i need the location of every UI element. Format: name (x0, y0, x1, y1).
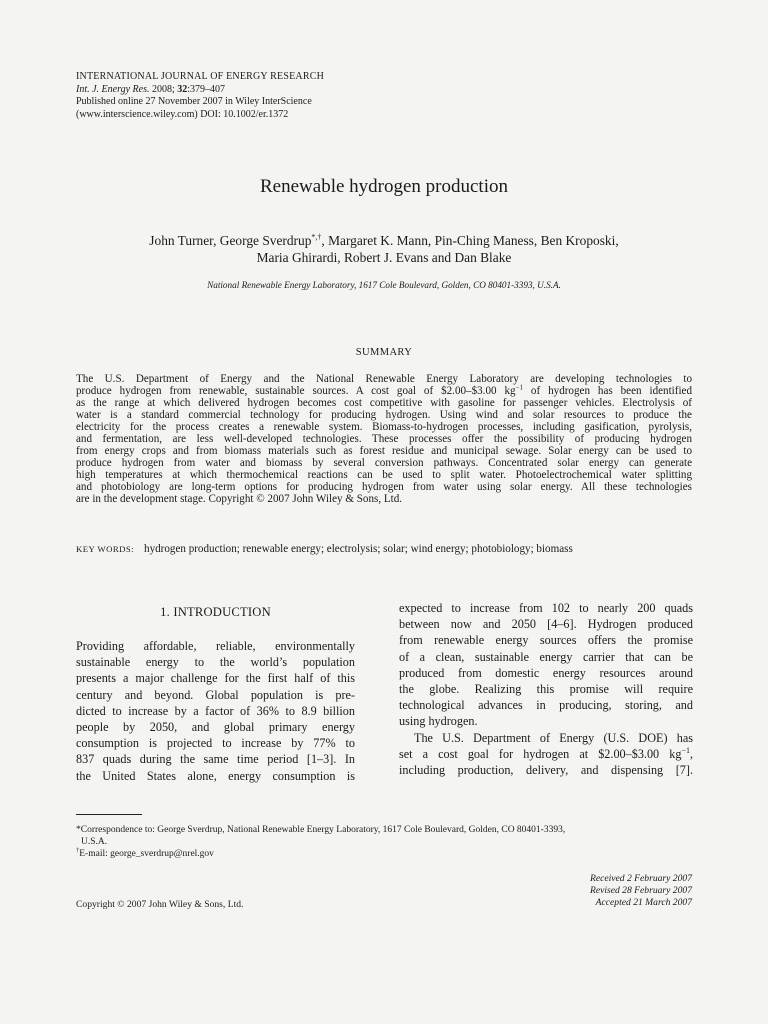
journal-name: INTERNATIONAL JOURNAL OF ENERGY RESEARCH (76, 71, 324, 82)
summary-line: are in the development stage. Copyright © 2007 John Wiley & Sons, Ltd. (76, 493, 403, 506)
key-words (76, 543, 573, 555)
unit-sup: −1 (681, 745, 690, 755)
body-line: between now and 2050 [4–6]. Hydrogen produced (399, 617, 693, 632)
key-words-label: KEY WORDS: (76, 544, 135, 554)
footnotes (76, 824, 692, 860)
body-line: technological advances in producing, storing, and (399, 698, 693, 713)
authors-part-a: John Turner, George Sverdrup (149, 233, 312, 248)
body-line: The U.S. Department of Energy (U.S. DOE) has (414, 730, 693, 745)
journal-citation (76, 84, 324, 97)
footnote-rule (76, 814, 142, 815)
body-line: century and beyond. Global population is pre- (76, 687, 355, 702)
date-accepted: Accepted 21 March 2007 (595, 897, 692, 909)
body-line: from renewable energy sources offers the promise (399, 633, 693, 648)
journal-abbrev: Int. J. Energy Res. (76, 83, 150, 95)
body-line: including production, delivery, and dispensing [7]. (399, 762, 693, 777)
corresponding-marker: *,† (311, 232, 322, 242)
footnote-email-text: E-mail: george_sverdrup@nrel.gov (79, 849, 214, 859)
authors-part-b: , Margaret K. Mann, Pin-Ching Maness, Ben Kroposki, (321, 233, 619, 248)
body-line: dicted to increase by a factor of 36% to 8.9 billion (76, 703, 355, 718)
body-line: the globe. Realizing this promise will require (399, 681, 693, 696)
journal-pages: :379–407 (187, 83, 226, 95)
summary-line (76, 385, 692, 397)
author-line-2: Maria Ghirardi, Robert J. Evans and Dan Blake (256, 250, 512, 265)
paper-title: Renewable hydrogen production (260, 176, 508, 197)
body-line-text: set a cost goal for hydrogen at $2.00–$3.00 kg (399, 746, 682, 761)
journal-published: Published online 27 November 2007 in Wiley InterScience (76, 96, 312, 107)
footnote-correspondence-cont: U.S.A. (81, 837, 108, 847)
article-dates (590, 873, 692, 910)
dagger-marker: † (76, 846, 80, 854)
summary-unit-sup: −1 (515, 383, 524, 392)
body-line: of a clean, sustainable energy carrier that can be (399, 649, 693, 664)
summary-line: water is a standard commercial technology for producing hydrogen. Using wind and solar resources to produce the (76, 409, 692, 422)
section-heading-introduction: 1. INTRODUCTION (160, 605, 271, 619)
summary-line-2-text: produce hydrogen from renewable, sustainable sources. A cost goal of $2.00–$3.00 kg (76, 385, 516, 398)
body-line: Providing affordable, reliable, environmentally (76, 639, 355, 653)
body-column-right (399, 600, 693, 778)
body-line: sustainable energy to the world’s population (76, 655, 355, 670)
summary-line: The U.S. Department of Energy and the National Renewable Energy Laboratory are developing technologies to (76, 373, 692, 385)
journal-year: 2008; (149, 83, 178, 95)
journal-volume: 32 (177, 83, 188, 95)
body-line: people by 2050, and global primary energy (76, 719, 355, 734)
summary-abstract (76, 373, 692, 506)
summary-line: and photobiology are long-term options for producing hydrogen from water using solar energy. All these technologies (76, 481, 692, 494)
body-line: produced from domestic energy resources around (399, 665, 693, 680)
date-received: Received 2 February 2007 (589, 873, 692, 884)
body-line: using hydrogen. (399, 714, 478, 729)
copyright-notice: Copyright © 2007 John Wiley & Sons, Ltd. (76, 899, 244, 910)
author-list (60, 232, 708, 266)
journal-header (76, 71, 324, 121)
summary-heading: SUMMARY (355, 347, 413, 358)
key-words-text: hydrogen production; renewable energy; electrolysis; solar; wind energy; photobiology; biomass (144, 543, 573, 555)
body-line (399, 746, 693, 762)
body-line: presents a major challenge for the first half of this (76, 671, 355, 686)
body-line: consumption is projected to increase by 77% to (76, 736, 355, 751)
summary-line-2-tail: of hydrogen has been identified (523, 385, 692, 398)
footnote-email (76, 848, 692, 860)
journal-doi: (www.interscience.wiley.com) DOI: 10.1002/er.1372 (76, 108, 289, 120)
summary-line: as the range at which delivered hydrogen becomes cost competitive with gasoline for passenger vehicles. Electrolysis of (76, 397, 692, 410)
summary-line: and fermentation, are less well-developed technologies. These processes offer the possibility of producing hydrogen (76, 433, 692, 446)
summary-line: from energy crops and from biomass materials such as forest residue and municipal sewage. Solar energy can be used to (76, 445, 692, 458)
body-column-left (76, 600, 355, 784)
author-line-1 (60, 232, 708, 249)
summary-line: electricity for the process creates a renewable system. Biomass-to-hydrogen processes, including gasification, pyrolysis, (76, 421, 692, 434)
body-line: 837 quads during the same time period [1–3]. In (76, 752, 355, 767)
body-line: the United States alone, energy consumption is (76, 768, 355, 783)
affiliation: National Renewable Energy Laboratory, 1617 Cole Boulevard, Golden, CO 80401-3393, U.S.A. (207, 280, 561, 290)
summary-line: high temperatures at which thermochemical reactions can be used to split water. Photoelectrochemical water splitting (76, 469, 692, 482)
summary-line: produce hydrogen from water and biomass by several conversion pathways. Concentrated solar energy can generate (76, 457, 692, 470)
body-line: expected to increase from 102 to nearly 200 quads (399, 601, 693, 615)
footnote-correspondence: *Correspondence to: George Sverdrup, National Renewable Energy Laboratory, 1617 Cole Boulevard, Golden, CO 80401-3393, (76, 825, 566, 835)
body-line-tail: , (689, 746, 693, 761)
date-revised: Revised 28 February 2007 (589, 885, 692, 897)
